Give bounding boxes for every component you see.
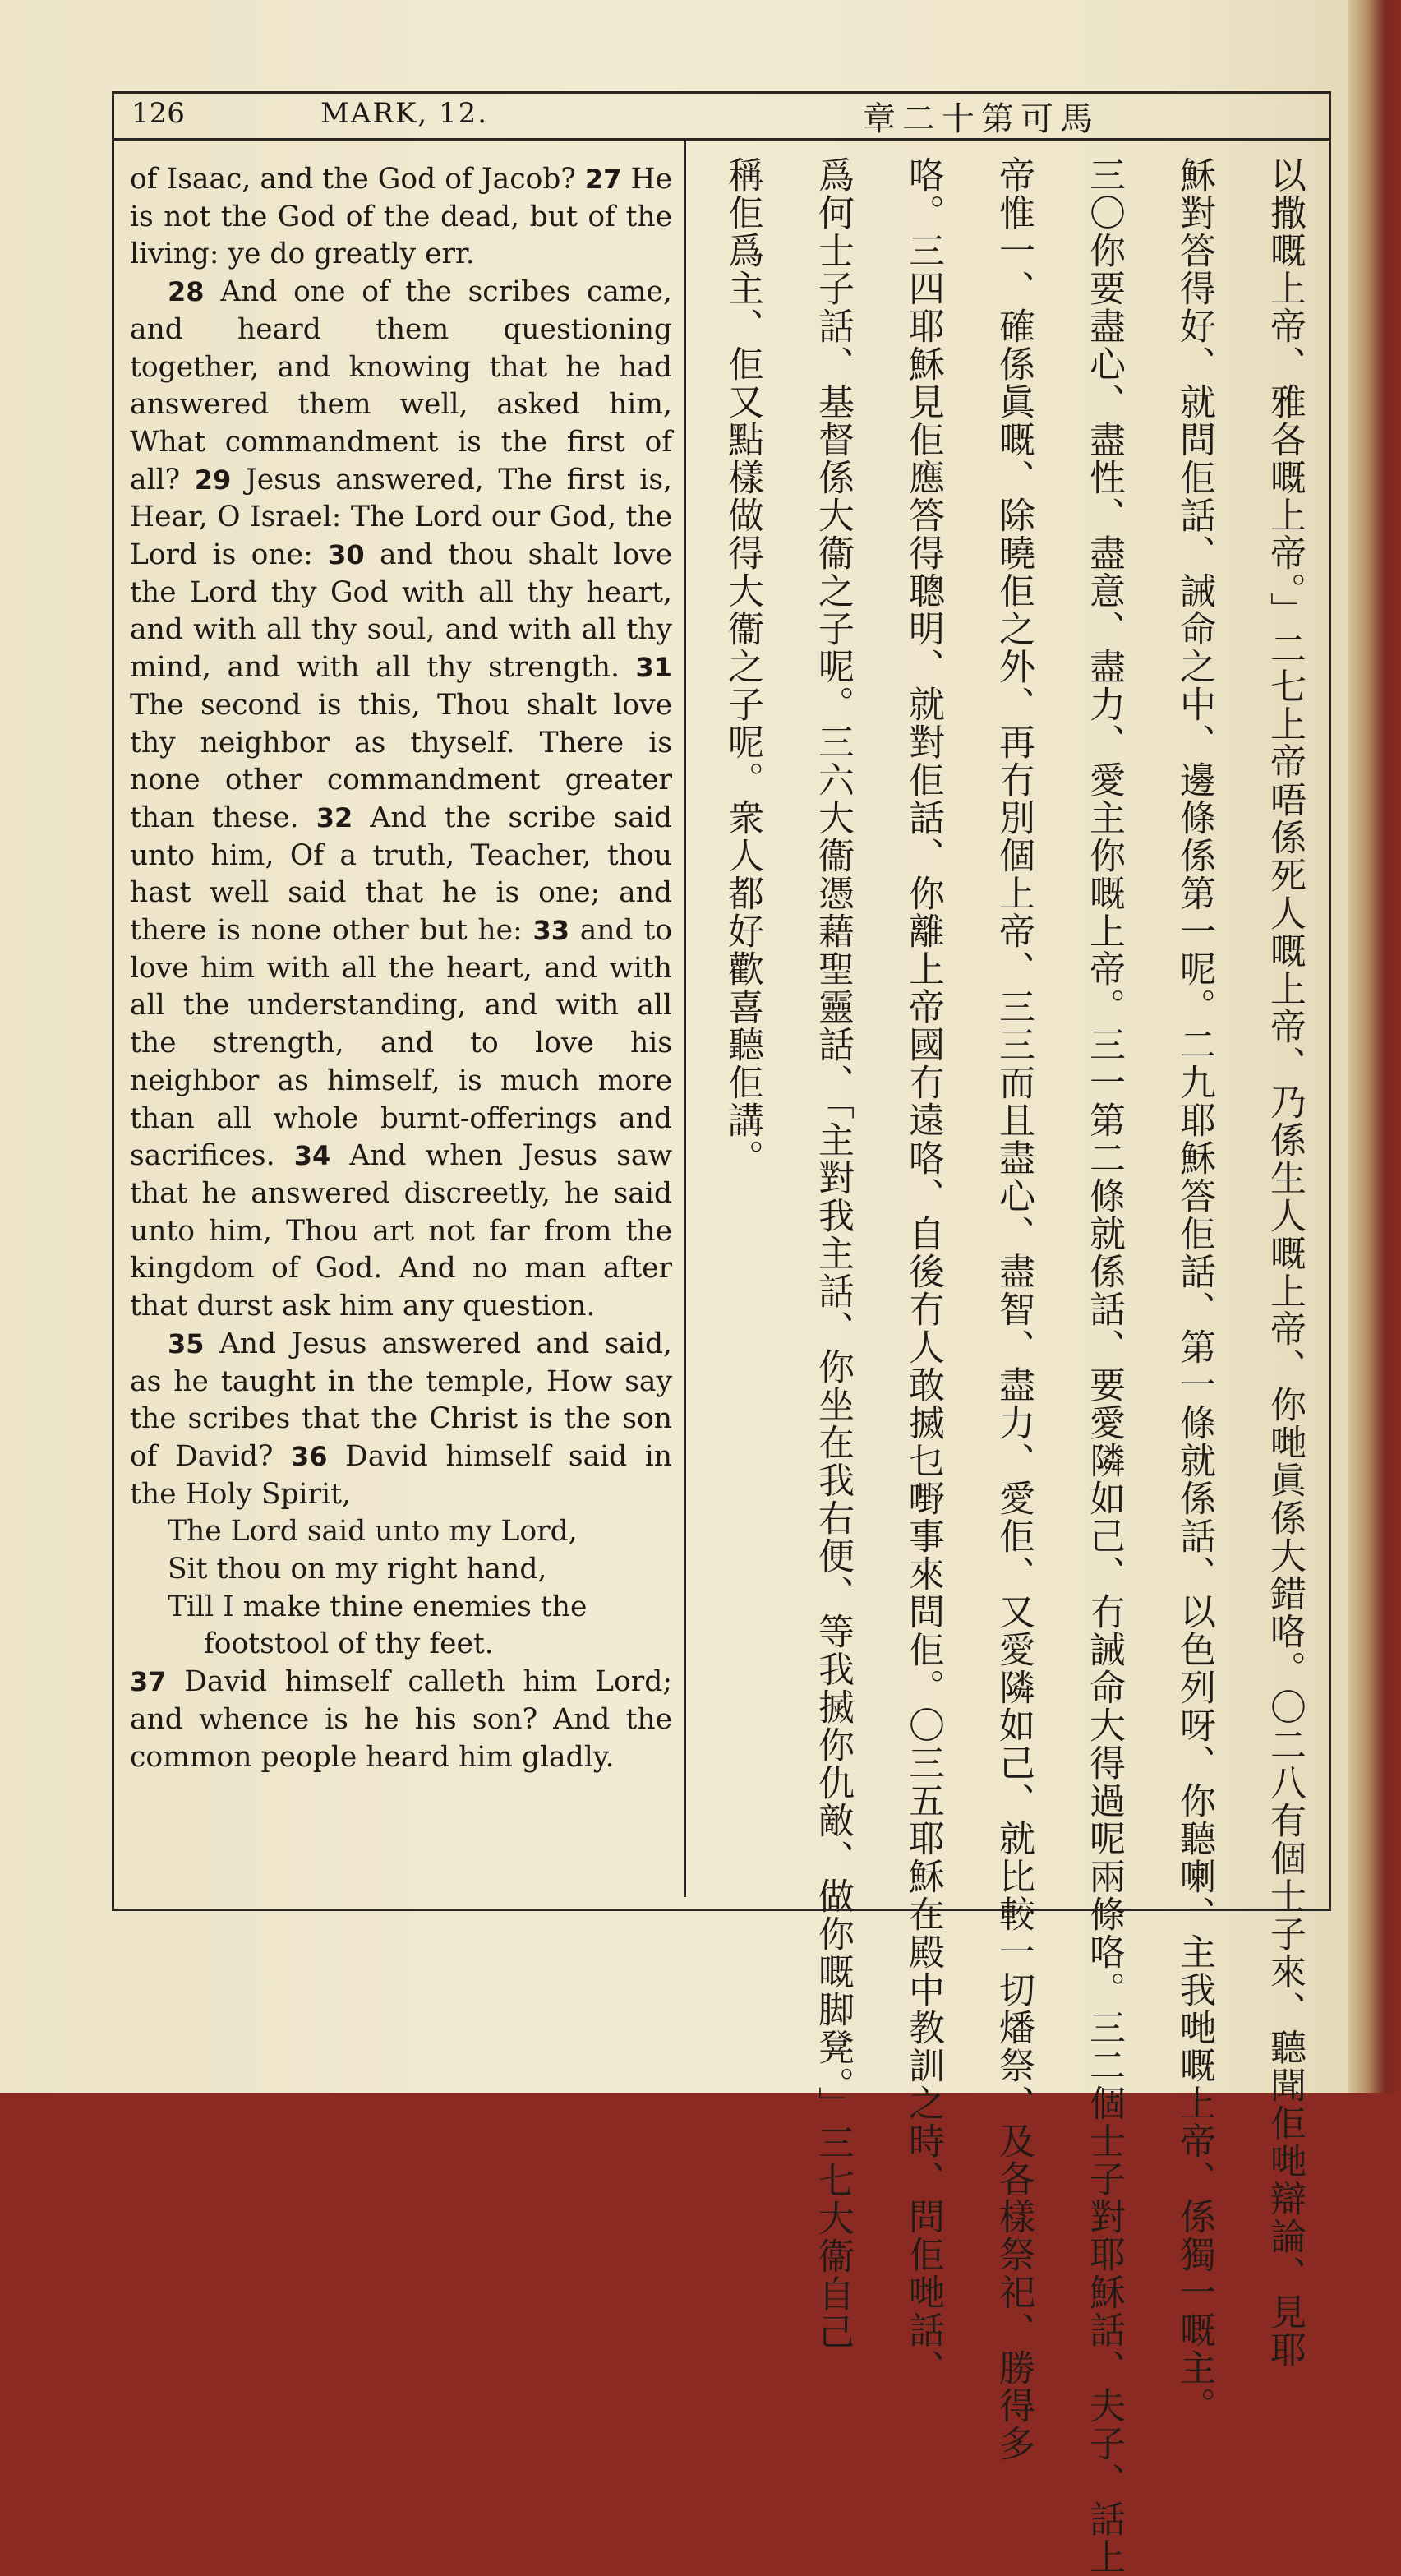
chinese-column-4: 帝惟一、確係眞嘅、除曉佢之外、再冇別個上帝、三三而且盡心、盡智、盡力、愛佢、又愛隣如己、就比較一切燔祭、及各樣祭祀、勝得多 <box>993 156 1035 2463</box>
verse-number-36: 36 <box>290 1440 328 1472</box>
quote-line-4: footstool of thy feet. <box>204 1627 494 1661</box>
chinese-column-2: 穌對答得好、就問佢話、誡命之中、邊條係第一呢。二九耶穌答佢話、第一條就係話、以色列呀、你聽喇、主我哋嘅上帝、係獨一嘅主。 <box>1173 156 1215 2425</box>
chinese-column-6: 爲何士子話、基督係大衞之子呢。三六大衞憑藉聖靈話、「主對我主話、你坐在我右便、等我搣你仇敵、做你嘅脚凳。」三七大衞自己 <box>812 156 854 2351</box>
chinese-text-area <box>698 156 1331 2576</box>
paragraph-3 <box>130 1326 672 1514</box>
running-head: MARK, 12. <box>320 97 489 130</box>
column-divider <box>684 140 686 1897</box>
verse-text: and thou shalt love the Lord thy God with all thy heart, and with all thy soul, and with all thy mind, and with all thy strength. <box>130 538 673 685</box>
verse-number-31: 31 <box>635 652 672 684</box>
paragraph-1 <box>130 161 672 274</box>
verse-text: of Isaac, and the God of Jacob? <box>130 163 576 196</box>
verse-text: David himself calleth him Lord; and whence is he his son? And the common people heard him gladly. <box>130 1665 672 1774</box>
verse-text: David himself said in the Holy Spirit, <box>130 1439 673 1511</box>
verse-number-27: 27 <box>584 164 622 195</box>
quote-line-2: Sit thou on my right hand, <box>168 1553 547 1586</box>
verse-text: And when Jesus saw that he answered discreetly, he said unto him, Thou art not far from the kingdom of God. And no man after that durst ask him any question. <box>130 1139 673 1323</box>
chinese-column-1: 以撒嘅上帝、雅各嘅上帝。」二七上帝唔係死人嘅上帝、乃係生人嘅上帝、你哋眞係大錯咯。〇二八有個士子來、聽聞佢哋辯論、見耶 <box>1264 156 1306 2369</box>
book-spine <box>1348 0 1401 2093</box>
verse-number-28: 28 <box>168 276 205 308</box>
verse-text: The second is this, Thou shalt love thy neighbor as thyself. There is none other commandment greater than these. <box>130 688 672 834</box>
verse-text: and to love him with all the heart, and with all the understanding, and with all the strength, and to love his neighbor as himself, is much more than all whole burnt-offerings and sacrifices. <box>130 914 672 1173</box>
verse-number-32: 32 <box>316 801 353 833</box>
header-rule <box>112 138 1331 141</box>
chinese-running-head: 章二十第可馬 <box>863 100 1099 138</box>
verse-text: Jesus answered, The first is, Hear, O Israel: The Lord our God, the Lord is one: <box>130 463 673 572</box>
verse-number-35: 35 <box>168 1327 205 1360</box>
paragraph-2 <box>130 274 672 1326</box>
verse-number-34: 34 <box>293 1140 331 1172</box>
page-number: 126 <box>131 97 185 130</box>
verse-text: And Jesus answered and said, as he taught in the temple, How say the scribes that the Christ is the son of David? <box>130 1327 672 1473</box>
paragraph-4 <box>130 1664 672 1776</box>
chinese-column-5: 咯。三四耶穌見佢應答得聰明、就對佢話、你離上帝國冇遠咯、自後冇人敢搣乜嘢事來問佢。〇三五耶穌在殿中教訓之時、問佢哋話、 <box>902 156 944 2387</box>
verse-text: And the scribe said unto him, Of a truth, Teacher, thou hast well said that he is one; and there is none other but he: <box>130 801 672 948</box>
verse-number-37: 37 <box>130 1666 167 1698</box>
verse-number-33: 33 <box>532 915 569 947</box>
chinese-column-3: 三〇你要盡心、盡性、盡意、盡力、愛主你嘅上帝。三一第二條就係話、要愛隣如己、冇誡命大得過呢兩條咯。三二個士子對耶穌話、夫子、話上 <box>1083 156 1125 2576</box>
verse-number-29: 29 <box>194 464 232 496</box>
chinese-column-7: 稱佢爲主、佢又點樣做得大衞之子呢。衆人都好歡喜聽佢講。 <box>721 156 763 1177</box>
quote-line-1: The Lord said unto my Lord, <box>168 1515 578 1549</box>
verse-number-30: 30 <box>328 539 365 571</box>
quote-line-3: Till I make thine enemies the <box>168 1590 588 1623</box>
verse-text: He is not the God of the dead, but of the living: ye do greatly err. <box>130 163 672 271</box>
english-column <box>130 161 672 1776</box>
verse-text: And one of the scribes came, and heard them questioning together, and knowing that he had answered them well, asked him, What commandment is the first of all? <box>130 275 673 496</box>
